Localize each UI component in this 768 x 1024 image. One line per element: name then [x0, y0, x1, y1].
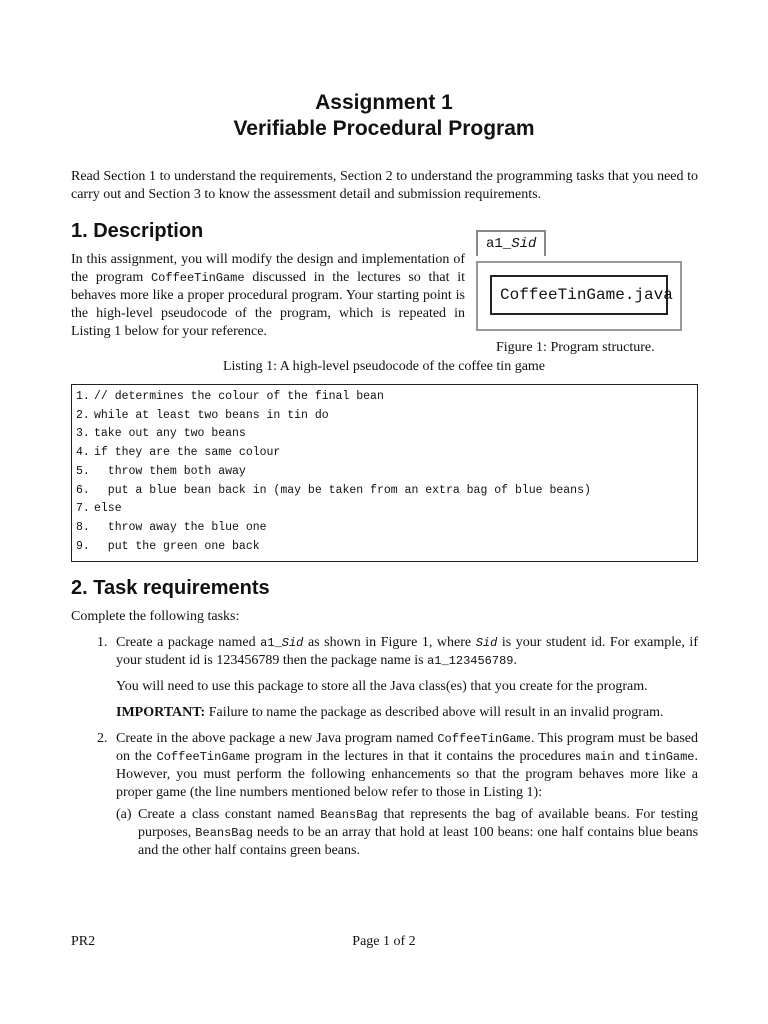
sub-a-text-a: Create a class constant named	[138, 807, 315, 822]
listing-line-number: 9.	[76, 539, 90, 553]
task-1	[71, 634, 698, 722]
listing-line-text: put the green one back	[94, 539, 260, 553]
footer-left: PR2	[71, 934, 96, 949]
listing-line-number: 7.	[76, 502, 90, 516]
task-2-text-d: and	[619, 749, 640, 764]
tasks-lead: Complete the following tasks:	[71, 609, 240, 624]
desc-part2: discussed in the lectures so that it behaves more like a proper procedural program. Your starting point is the high-level pseudocode of the program, which is repeated in Listing 1 below for your reference.	[71, 270, 466, 339]
listing-line	[76, 482, 693, 501]
listing-line-number: 4.	[76, 446, 90, 460]
listing-line	[76, 463, 693, 482]
package-var: Sid	[511, 236, 537, 252]
description-paragraph	[71, 251, 465, 341]
task-1-text-b: as shown in Figure 1, where	[307, 635, 472, 650]
sub-a-text-c: needs to be an array that hold at least 100 beans: one half contains blue beans and the other half contains green beans.	[138, 825, 699, 858]
task-1-package-code	[260, 636, 303, 650]
package-tab	[476, 230, 546, 256]
listing-line	[76, 388, 693, 407]
task-2-sub-a	[116, 806, 698, 860]
listing-line-number: 5.	[76, 464, 90, 478]
package-box	[476, 261, 682, 331]
listing-line-number: 8.	[76, 520, 90, 534]
pseudocode-listing	[71, 384, 698, 562]
title-line-2: Verifiable Procedural Program	[233, 117, 535, 140]
listing-line-text: while at least two beans in tin do	[94, 408, 329, 422]
task-1-number: 1.	[97, 635, 108, 650]
task-2-text-b: . This program must be based on the	[116, 731, 699, 764]
listing-line-text: if they are the same colour	[94, 446, 281, 460]
sub-a-label: (a)	[116, 807, 132, 822]
task-2	[71, 730, 698, 860]
task-2-code-1: CoffeeTinGame	[437, 732, 531, 746]
listing-line	[76, 425, 693, 444]
listing-line-text: else	[94, 502, 122, 516]
task-2-code-2: CoffeeTinGame	[156, 750, 251, 764]
section1-heading: 1. Description	[71, 220, 204, 242]
java-file-box: CoffeeTinGame.java	[490, 275, 668, 315]
desc-code: CoffeeTinGame	[150, 271, 245, 285]
task-1-pkg-var: Sid	[281, 636, 304, 650]
task-2-code-3: main	[585, 750, 615, 764]
sub-a-code-1: BeansBag	[320, 808, 378, 822]
sub-a-text-b: that represents the bag of available beans. For testing purposes,	[138, 807, 699, 840]
task-1-para-2: You will need to use this package to store all the Java class(es) that you create for the program.	[116, 679, 648, 694]
listing-lines	[76, 388, 693, 556]
package-prefix: a1_	[486, 236, 512, 252]
task-1-text-a: Create a package named	[116, 635, 256, 650]
task-1-important	[116, 704, 698, 722]
listing-line-text: take out any two beans	[94, 427, 246, 441]
task-2-text-c: program in the lectures in that it contains the procedures	[254, 749, 581, 764]
page-title	[0, 90, 768, 142]
task-1-text-c: is your student id. For example, if your student id is 123456789 then the package name is	[116, 635, 698, 668]
task-list	[71, 634, 698, 860]
program-structure-figure	[474, 230, 686, 334]
listing-line	[76, 407, 693, 426]
task-2-text-e: . However, you must perform the following enhancements so that the program behaves more like a proper game (the line numbers mentioned below refer to those in Listing 1):	[116, 749, 699, 800]
important-text: Failure to name the package as described above will result in an invalid program.	[208, 705, 664, 720]
listing-line-number: 3.	[76, 427, 90, 441]
listing-line-text: throw away the blue one	[94, 520, 267, 534]
task-2-code-4: tinGame	[644, 750, 695, 764]
footer-page-number: Page 1 of 2	[352, 934, 416, 949]
title-line-1: Assignment 1	[315, 91, 453, 114]
listing-line-text: // determines the colour of the final bean	[94, 390, 384, 403]
listing-line	[76, 538, 693, 557]
listing-line	[76, 519, 693, 538]
listing-line-number: 6.	[76, 483, 90, 497]
intro-paragraph: Read Section 1 to understand the requirements, Section 2 to understand the programming tasks that you need to carry out and Section 3 to know the assessment detail and submission requirements.	[71, 169, 698, 202]
listing-line-text: put a blue bean back in (may be taken from an extra bag of blue beans)	[94, 483, 591, 497]
task-1-para-1	[116, 634, 698, 670]
listing-caption: Listing 1: A high-level pseudocode of the coffee tin game	[222, 359, 546, 374]
task-1-pkg-example: a1_123456789	[427, 654, 514, 668]
desc-part1: In this assignment, you will modify the design and implementation of the program	[71, 252, 465, 285]
task-2-number: 2.	[97, 731, 108, 746]
task-2-para-1	[116, 730, 698, 802]
listing-line-number: 2.	[76, 408, 90, 422]
listing-line-text: throw them both away	[94, 464, 246, 478]
task-1-var: Sid	[475, 636, 498, 650]
listing-line	[76, 444, 693, 463]
task-1-text-d: .	[513, 653, 517, 668]
figure-caption: Figure 1: Program structure.	[496, 340, 655, 355]
listing-line-number: 1.	[76, 390, 90, 403]
task-2-text-a: Create in the above package a new Java program named	[116, 731, 434, 746]
listing-line	[76, 500, 693, 519]
sub-a-code-2: BeansBag	[195, 826, 253, 840]
important-label: IMPORTANT:	[116, 705, 206, 720]
section2-heading: 2. Task requirements	[71, 577, 270, 599]
task-1-pkg-prefix: a1_	[260, 636, 282, 650]
